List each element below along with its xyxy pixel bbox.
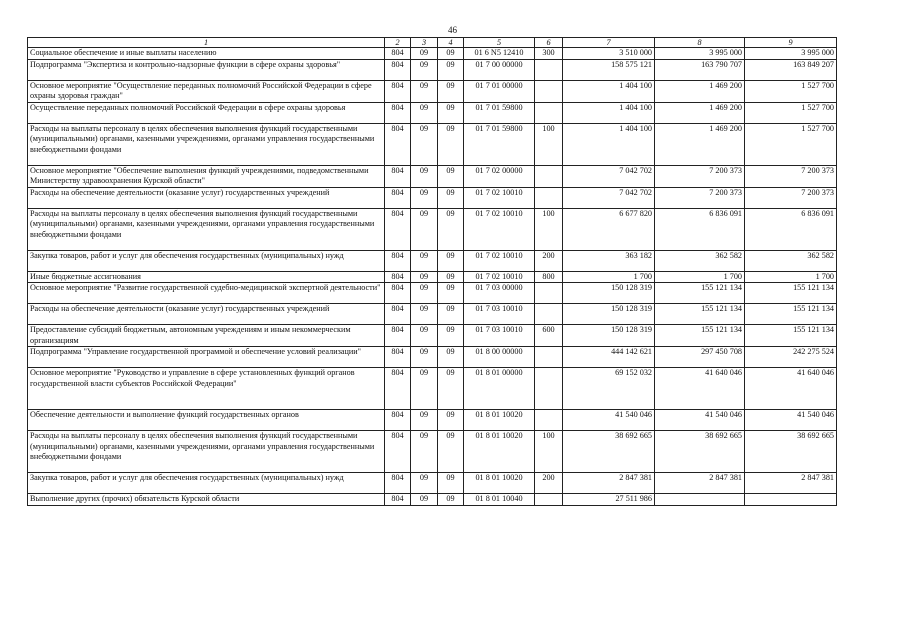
row-amount-year2-cell: 1 700 xyxy=(655,271,745,283)
row-section-cell: 09 xyxy=(411,102,438,123)
row-target-article-cell: 01 7 02 10010 xyxy=(464,187,535,208)
row-amount-year1-cell: 69 152 032 xyxy=(563,368,655,410)
row-expense-type-cell xyxy=(535,347,563,368)
table-row xyxy=(28,325,837,347)
row-expense-type-cell: 100 xyxy=(535,208,563,250)
row-amount-year3-cell: 155 121 134 xyxy=(745,304,837,325)
row-amount-year1-cell: 1 700 xyxy=(563,271,655,283)
row-name-cell: Расходы на выплаты персоналу в целях обеспечения выполнения функций государственными (муниципальными) органами, казенными учреждениями, органами управления государственными внебюджетными фондами xyxy=(28,208,385,250)
row-amount-year2-cell: 163 790 707 xyxy=(655,59,745,80)
row-amount-year2-cell: 3 995 000 xyxy=(655,48,745,60)
row-subsection-cell: 09 xyxy=(438,410,464,431)
row-section-cell: 09 xyxy=(411,59,438,80)
row-code-cell: 804 xyxy=(385,410,411,431)
header-cell: 2 xyxy=(385,38,411,48)
row-amount-year3-cell: 7 200 373 xyxy=(745,165,837,187)
row-target-article-cell: 01 7 02 10010 xyxy=(464,208,535,250)
row-target-article-cell: 01 7 02 00000 xyxy=(464,165,535,187)
row-code-cell: 804 xyxy=(385,250,411,271)
table-row xyxy=(28,347,837,368)
row-code-cell: 804 xyxy=(385,271,411,283)
row-code-cell: 804 xyxy=(385,347,411,368)
table-row xyxy=(28,271,837,283)
row-name-cell: Основное мероприятие "Осуществление переданных полномочий Российской Федерации в сфере охраны здоровья граждан" xyxy=(28,80,385,102)
row-name-cell: Расходы на выплаты персоналу в целях обеспечения выполнения функций государственными (муниципальными) органами, казенными учреждениями, органами управления государственными внебюджетными фондами xyxy=(28,431,385,473)
row-target-article-cell: 01 7 00 00000 xyxy=(464,59,535,80)
row-section-cell: 09 xyxy=(411,187,438,208)
row-expense-type-cell xyxy=(535,494,563,506)
table-row xyxy=(28,48,837,60)
row-name-cell: Закупка товаров, работ и услуг для обеспечения государственных (муниципальных) нужд xyxy=(28,473,385,494)
row-section-cell: 09 xyxy=(411,250,438,271)
row-code-cell: 804 xyxy=(385,304,411,325)
row-amount-year3-cell: 1 527 700 xyxy=(745,102,837,123)
row-target-article-cell: 01 7 03 00000 xyxy=(464,283,535,304)
row-amount-year2-cell: 155 121 134 xyxy=(655,304,745,325)
header-cell: 8 xyxy=(655,38,745,48)
table-row xyxy=(28,304,837,325)
row-amount-year2-cell: 7 200 373 xyxy=(655,187,745,208)
row-amount-year2-cell: 1 469 200 xyxy=(655,123,745,165)
row-code-cell: 804 xyxy=(385,59,411,80)
row-subsection-cell: 09 xyxy=(438,123,464,165)
table-row xyxy=(28,208,837,250)
row-section-cell: 09 xyxy=(411,48,438,60)
row-target-article-cell: 01 7 03 10010 xyxy=(464,304,535,325)
row-name-cell: Выполнение других (прочих) обязательств Курской области xyxy=(28,494,385,506)
page-number: 46 xyxy=(448,25,457,35)
row-amount-year3-cell: 155 121 134 xyxy=(745,283,837,304)
row-subsection-cell: 09 xyxy=(438,283,464,304)
row-expense-type-cell xyxy=(535,283,563,304)
row-amount-year3-cell: 1 527 700 xyxy=(745,123,837,165)
row-name-cell: Закупка товаров, работ и услуг для обеспечения государственных (муниципальных) нужд xyxy=(28,250,385,271)
row-subsection-cell: 09 xyxy=(438,325,464,347)
row-amount-year1-cell: 444 142 621 xyxy=(563,347,655,368)
row-target-article-cell: 01 8 01 10020 xyxy=(464,473,535,494)
row-section-cell: 09 xyxy=(411,347,438,368)
table-row xyxy=(28,165,837,187)
row-amount-year3-cell: 6 836 091 xyxy=(745,208,837,250)
row-name-cell: Обеспечение деятельности и выполнение функций государственных органов xyxy=(28,410,385,431)
row-amount-year2-cell: 6 836 091 xyxy=(655,208,745,250)
row-amount-year1-cell: 41 540 046 xyxy=(563,410,655,431)
row-amount-year1-cell: 1 404 100 xyxy=(563,102,655,123)
row-section-cell: 09 xyxy=(411,410,438,431)
row-target-article-cell: 01 7 01 59800 xyxy=(464,123,535,165)
header-cell: 9 xyxy=(745,38,837,48)
row-amount-year1-cell: 7 042 702 xyxy=(563,187,655,208)
row-amount-year3-cell: 2 847 381 xyxy=(745,473,837,494)
row-expense-type-cell: 200 xyxy=(535,473,563,494)
row-code-cell: 804 xyxy=(385,208,411,250)
row-amount-year1-cell: 6 677 820 xyxy=(563,208,655,250)
row-subsection-cell: 09 xyxy=(438,368,464,410)
row-amount-year3-cell: 362 582 xyxy=(745,250,837,271)
row-amount-year3-cell: 7 200 373 xyxy=(745,187,837,208)
row-section-cell: 09 xyxy=(411,325,438,347)
row-subsection-cell: 09 xyxy=(438,80,464,102)
row-name-cell: Иные бюджетные ассигнования xyxy=(28,271,385,283)
row-name-cell: Расходы на выплаты персоналу в целях обеспечения выполнения функций государственными (муниципальными) органами, казенными учреждениями, органами управления государственными внебюджетными фондами xyxy=(28,123,385,165)
row-name-cell: Основное мероприятие "Руководство и управление в сфере установленных функций органов государственной власти субъектов Российской Федерации" xyxy=(28,368,385,410)
row-expense-type-cell: 800 xyxy=(535,271,563,283)
row-amount-year1-cell: 3 510 000 xyxy=(563,48,655,60)
row-code-cell: 804 xyxy=(385,368,411,410)
row-section-cell: 09 xyxy=(411,431,438,473)
row-subsection-cell: 09 xyxy=(438,304,464,325)
table-row xyxy=(28,187,837,208)
row-name-cell: Предоставление субсидий бюджетным, автономным учреждениям и иным некоммерческим организациям xyxy=(28,325,385,347)
row-amount-year3-cell: 41 640 046 xyxy=(745,368,837,410)
row-expense-type-cell xyxy=(535,165,563,187)
row-amount-year3-cell: 155 121 134 xyxy=(745,325,837,347)
row-target-article-cell: 01 8 01 10040 xyxy=(464,494,535,506)
row-section-cell: 09 xyxy=(411,304,438,325)
row-code-cell: 804 xyxy=(385,123,411,165)
row-amount-year1-cell: 150 128 319 xyxy=(563,325,655,347)
row-amount-year1-cell: 150 128 319 xyxy=(563,283,655,304)
row-amount-year1-cell: 1 404 100 xyxy=(563,123,655,165)
row-amount-year2-cell: 297 450 708 xyxy=(655,347,745,368)
row-expense-type-cell: 100 xyxy=(535,123,563,165)
row-target-article-cell: 01 7 02 10010 xyxy=(464,271,535,283)
row-amount-year2-cell: 155 121 134 xyxy=(655,283,745,304)
row-amount-year1-cell: 7 042 702 xyxy=(563,165,655,187)
row-amount-year2-cell: 2 847 381 xyxy=(655,473,745,494)
row-section-cell: 09 xyxy=(411,123,438,165)
row-expense-type-cell: 600 xyxy=(535,325,563,347)
table-row xyxy=(28,431,837,473)
row-amount-year2-cell: 1 469 200 xyxy=(655,102,745,123)
row-target-article-cell: 01 7 01 59800 xyxy=(464,102,535,123)
row-amount-year1-cell: 1 404 100 xyxy=(563,80,655,102)
row-amount-year2-cell: 1 469 200 xyxy=(655,80,745,102)
table-row xyxy=(28,59,837,80)
row-amount-year2-cell xyxy=(655,494,745,506)
row-section-cell: 09 xyxy=(411,494,438,506)
row-amount-year2-cell: 7 200 373 xyxy=(655,165,745,187)
row-subsection-cell: 09 xyxy=(438,431,464,473)
row-amount-year3-cell xyxy=(745,494,837,506)
row-amount-year3-cell: 1 700 xyxy=(745,271,837,283)
row-expense-type-cell xyxy=(535,80,563,102)
row-section-cell: 09 xyxy=(411,165,438,187)
row-amount-year2-cell: 41 540 046 xyxy=(655,410,745,431)
row-section-cell: 09 xyxy=(411,283,438,304)
row-code-cell: 804 xyxy=(385,102,411,123)
table-row xyxy=(28,283,837,304)
row-expense-type-cell xyxy=(535,187,563,208)
table-row xyxy=(28,410,837,431)
table-row xyxy=(28,473,837,494)
row-code-cell: 804 xyxy=(385,48,411,60)
row-section-cell: 09 xyxy=(411,473,438,494)
table-row xyxy=(28,102,837,123)
row-subsection-cell: 09 xyxy=(438,48,464,60)
row-subsection-cell: 09 xyxy=(438,165,464,187)
header-row xyxy=(28,38,837,48)
row-expense-type-cell: 100 xyxy=(535,431,563,473)
header-cell: 1 xyxy=(28,38,385,48)
row-subsection-cell: 09 xyxy=(438,59,464,80)
row-target-article-cell: 01 7 02 10010 xyxy=(464,250,535,271)
row-amount-year1-cell: 38 692 665 xyxy=(563,431,655,473)
row-code-cell: 804 xyxy=(385,431,411,473)
row-name-cell: Осуществление переданных полномочий Российской Федерации в сфере охраны здоровья xyxy=(28,102,385,123)
row-section-cell: 09 xyxy=(411,368,438,410)
row-amount-year1-cell: 150 128 319 xyxy=(563,304,655,325)
row-amount-year3-cell: 38 692 665 xyxy=(745,431,837,473)
header-cell: 5 xyxy=(464,38,535,48)
table-row xyxy=(28,494,837,506)
row-subsection-cell: 09 xyxy=(438,271,464,283)
row-subsection-cell: 09 xyxy=(438,208,464,250)
row-code-cell: 804 xyxy=(385,473,411,494)
row-target-article-cell: 01 6 N5 12410 xyxy=(464,48,535,60)
row-name-cell: Социальное обеспечение и иные выплаты населению xyxy=(28,48,385,60)
row-expense-type-cell xyxy=(535,59,563,80)
row-expense-type-cell xyxy=(535,368,563,410)
row-amount-year2-cell: 155 121 134 xyxy=(655,325,745,347)
row-name-cell: Подпрограмма "Управление государственной программой и обеспечение условий реализации" xyxy=(28,347,385,368)
row-amount-year3-cell: 1 527 700 xyxy=(745,80,837,102)
row-code-cell: 804 xyxy=(385,165,411,187)
row-amount-year3-cell: 3 995 000 xyxy=(745,48,837,60)
row-amount-year2-cell: 41 640 046 xyxy=(655,368,745,410)
row-name-cell: Расходы на обеспечение деятельности (оказание услуг) государственных учреждений xyxy=(28,304,385,325)
table-row xyxy=(28,123,837,165)
row-expense-type-cell xyxy=(535,304,563,325)
row-expense-type-cell: 200 xyxy=(535,250,563,271)
header-cell: 3 xyxy=(411,38,438,48)
row-amount-year2-cell: 38 692 665 xyxy=(655,431,745,473)
row-subsection-cell: 09 xyxy=(438,473,464,494)
row-subsection-cell: 09 xyxy=(438,494,464,506)
row-amount-year3-cell: 242 275 524 xyxy=(745,347,837,368)
row-target-article-cell: 01 7 03 10010 xyxy=(464,325,535,347)
row-name-cell: Расходы на обеспечение деятельности (оказание услуг) государственных учреждений xyxy=(28,187,385,208)
row-code-cell: 804 xyxy=(385,494,411,506)
table-row xyxy=(28,368,837,410)
row-subsection-cell: 09 xyxy=(438,187,464,208)
row-amount-year1-cell: 158 575 121 xyxy=(563,59,655,80)
table-row xyxy=(28,80,837,102)
row-subsection-cell: 09 xyxy=(438,347,464,368)
row-subsection-cell: 09 xyxy=(438,250,464,271)
row-target-article-cell: 01 7 01 00000 xyxy=(464,80,535,102)
row-code-cell: 804 xyxy=(385,187,411,208)
row-name-cell: Основное мероприятие "Развитие государственной судебно-медицинской экспертной деятельности" xyxy=(28,283,385,304)
row-code-cell: 804 xyxy=(385,325,411,347)
row-amount-year3-cell: 163 849 207 xyxy=(745,59,837,80)
row-target-article-cell: 01 8 00 00000 xyxy=(464,347,535,368)
row-code-cell: 804 xyxy=(385,283,411,304)
row-target-article-cell: 01 8 01 10020 xyxy=(464,431,535,473)
row-section-cell: 09 xyxy=(411,208,438,250)
row-amount-year1-cell: 363 182 xyxy=(563,250,655,271)
row-section-cell: 09 xyxy=(411,271,438,283)
row-name-cell: Подпрограмма "Экспертиза и контрольно-надзорные функции в сфере охраны здоровья" xyxy=(28,59,385,80)
row-expense-type-cell: 300 xyxy=(535,48,563,60)
header-cell: 6 xyxy=(535,38,563,48)
row-amount-year3-cell: 41 540 046 xyxy=(745,410,837,431)
row-code-cell: 804 xyxy=(385,80,411,102)
row-target-article-cell: 01 8 01 00000 xyxy=(464,368,535,410)
row-subsection-cell: 09 xyxy=(438,102,464,123)
row-section-cell: 09 xyxy=(411,80,438,102)
budget-table xyxy=(27,37,837,506)
row-target-article-cell: 01 8 01 10020 xyxy=(464,410,535,431)
row-amount-year1-cell: 2 847 381 xyxy=(563,473,655,494)
header-cell: 7 xyxy=(563,38,655,48)
row-amount-year2-cell: 362 582 xyxy=(655,250,745,271)
row-amount-year1-cell: 27 511 986 xyxy=(563,494,655,506)
row-expense-type-cell xyxy=(535,410,563,431)
table-row xyxy=(28,250,837,271)
row-name-cell: Основное мероприятие "Обеспечение выполнения функций учреждениями, подведомственными Министерству здравоохранения Курской области" xyxy=(28,165,385,187)
header-cell: 4 xyxy=(438,38,464,48)
row-expense-type-cell xyxy=(535,102,563,123)
